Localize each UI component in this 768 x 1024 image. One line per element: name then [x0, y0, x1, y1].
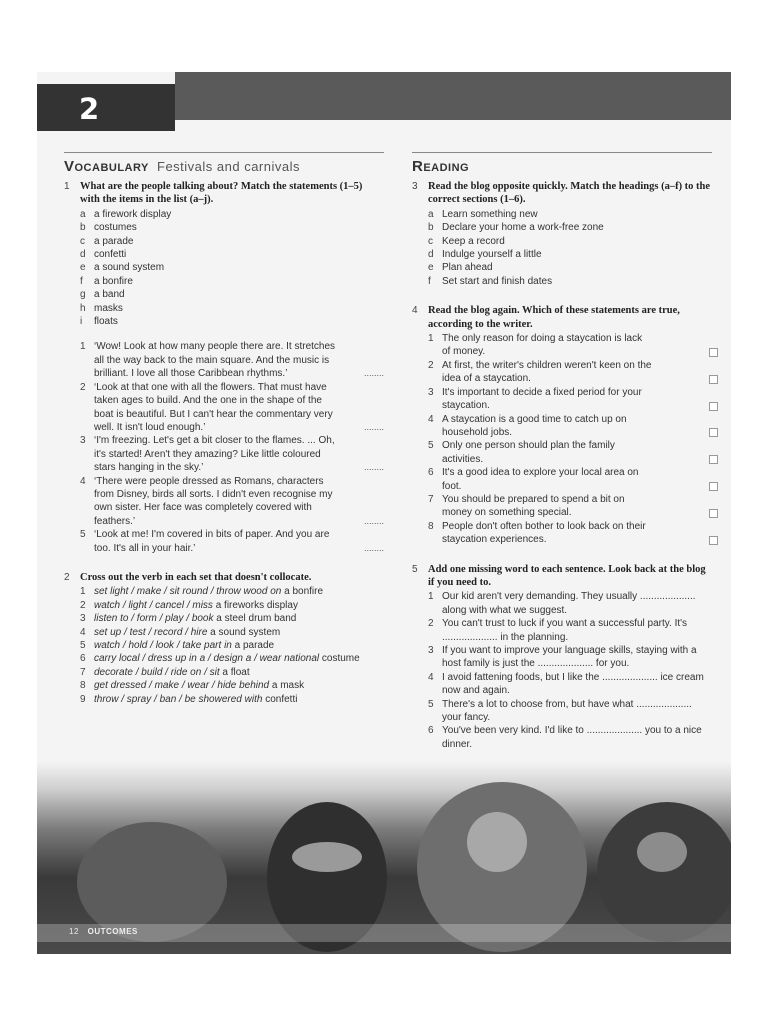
item-key: i — [80, 316, 83, 328]
brand-label: OUTCOMES — [87, 927, 138, 936]
statement-item — [428, 439, 712, 466]
item-key: f — [80, 275, 83, 287]
item-text: At first, the writer's children weren't keen on the idea of a staycation. — [442, 359, 652, 385]
item-text: floats — [94, 316, 118, 328]
list-item — [428, 208, 712, 221]
statement-list — [80, 340, 384, 555]
item-number: 2 — [80, 599, 86, 611]
answer-checkbox[interactable] — [709, 402, 718, 411]
answer-dots: ........ — [363, 421, 384, 432]
item-text: a bonfire — [94, 275, 133, 287]
true-false-list — [428, 332, 712, 547]
gap-fill-item — [428, 698, 712, 725]
item-number: 6 — [428, 467, 434, 479]
list-item — [80, 221, 384, 234]
list-item — [80, 248, 384, 261]
statement-item — [80, 381, 384, 435]
statement-item — [80, 528, 384, 555]
gap-fill-item — [428, 644, 712, 671]
collocation-item — [80, 585, 384, 598]
item-text: Only one person should plan the family activities. — [442, 440, 615, 465]
question-1 — [64, 180, 384, 555]
mask-shape — [292, 842, 362, 872]
item-number: 9 — [80, 693, 86, 705]
item-text: costumes — [94, 222, 137, 234]
verb-options: set light / make / sit round / throw wood on — [94, 586, 282, 598]
item-text: ‘I'm freezing. Let's get a bit closer to the flames. ... Oh, it's started! Aren't they amazing? Like little coloured stars hanging in the sky.’ — [94, 435, 335, 474]
list-item — [80, 302, 384, 315]
statement-item — [428, 466, 712, 493]
item-key: d — [80, 249, 86, 261]
item-text: There's a lot to choose from, but have what .................... your fancy. — [442, 698, 692, 724]
item-text: Declare your home a work-free zone — [442, 222, 604, 234]
heading-list — [428, 208, 712, 288]
vocabulary-column — [64, 152, 384, 706]
workbook-page — [37, 72, 731, 954]
item-number: 5 — [80, 529, 86, 541]
item-number: 4 — [428, 413, 434, 425]
item-number: 2 — [428, 359, 434, 371]
item-text: It's a good idea to explore your local area on foot. — [442, 467, 639, 492]
item-number: 5 — [428, 698, 434, 710]
reading-title: Reading — [412, 158, 470, 175]
item-key: f — [428, 275, 431, 287]
item-text: a parade — [94, 235, 134, 247]
collocation-item — [80, 693, 384, 706]
reading-column — [412, 152, 712, 751]
statement-item — [428, 332, 712, 359]
question-4 — [412, 304, 712, 546]
item-key: c — [80, 235, 85, 247]
page-number: 12 — [69, 927, 79, 936]
vocabulary-subtitle: Festivals and carnivals — [157, 159, 300, 174]
item-text: It's important to decide a fixed period for your staycation. — [442, 386, 642, 412]
collocate-noun: a bonfire — [284, 586, 324, 598]
verb-options: decorate / build / ride on / sit — [94, 666, 220, 678]
item-text: a sound system — [94, 262, 165, 274]
answer-dots: ........ — [363, 462, 384, 473]
item-text: Learn something new — [442, 208, 538, 220]
mask-shape — [637, 832, 687, 872]
collocation-item — [80, 679, 384, 692]
collocate-noun: a mask — [271, 680, 305, 692]
gap-fill-item — [428, 671, 712, 698]
header-notch — [37, 72, 175, 84]
question-text: Read the blog opposite quickly. Match the headings (a–f) to the correct sections (1–6). — [428, 181, 711, 206]
item-text: People don't often bother to look back on their staycation experiences. — [442, 520, 646, 546]
item-number: 1 — [80, 586, 86, 598]
gap-fill-item — [428, 617, 712, 644]
item-key: e — [80, 262, 86, 274]
item-number: 7 — [428, 493, 434, 505]
item-number: 2 — [80, 381, 86, 393]
collocation-item — [80, 612, 384, 625]
verb-options: carry local / dress up in a / design a / wear national — [94, 653, 320, 665]
verb-options: watch / hold / look / take part in — [94, 640, 232, 651]
question-5 — [412, 563, 712, 752]
question-number: 4 — [412, 305, 418, 317]
gap-fill-item — [428, 590, 712, 617]
list-item — [80, 235, 384, 248]
answer-checkbox[interactable] — [709, 428, 718, 437]
vocabulary-title: Vocabulary — [64, 158, 149, 175]
item-text: confetti — [94, 249, 127, 261]
item-number: 6 — [428, 725, 434, 737]
item-text: ‘Look at me! I'm covered in bits of paper. And you are too. It's all in your hair.’ — [94, 529, 330, 554]
collocation-item — [80, 639, 384, 652]
list-item — [80, 275, 384, 288]
question-text: Cross out the verb in each set that doesn't collocate. — [80, 571, 312, 583]
answer-dots: ........ — [363, 542, 384, 553]
item-text: You've been very kind. I'd like to .................... you to a nice dinner. — [442, 725, 702, 750]
item-text: a band — [94, 289, 125, 301]
unit-number: 2 — [37, 84, 175, 131]
question-number: 3 — [412, 181, 418, 192]
item-text: The only reason for doing a staycation is lack of money. — [442, 333, 643, 358]
answer-checkbox[interactable] — [709, 536, 718, 545]
item-key: g — [80, 289, 86, 301]
statement-item — [428, 493, 712, 520]
item-text: I avoid fattening foods, but I like the .................... ice cream now and again. — [442, 671, 704, 697]
item-key: a — [428, 208, 434, 220]
question-number: 2 — [64, 571, 70, 583]
item-number: 3 — [428, 386, 434, 398]
item-text: You can't trust to luck if you want a successful party. It's .................... in the planning. — [442, 618, 688, 643]
gap-fill-item — [428, 724, 712, 751]
item-key: c — [428, 235, 433, 247]
item-number: 3 — [428, 645, 434, 656]
item-number: 8 — [428, 520, 434, 532]
verb-options: throw / spray / ban / be showered with — [94, 693, 263, 705]
statement-item — [428, 413, 712, 440]
list-item — [80, 208, 384, 221]
question-number: 5 — [412, 563, 418, 575]
answer-dots: ........ — [363, 368, 384, 379]
item-key: b — [80, 222, 86, 234]
list-item — [428, 248, 712, 261]
statement-item — [80, 340, 384, 380]
question-number: 1 — [64, 181, 70, 192]
item-text: You should be prepared to spend a bit on money on something special. — [442, 493, 625, 519]
item-number: 4 — [80, 626, 86, 638]
list-item — [428, 235, 712, 248]
collocation-list — [80, 585, 384, 706]
collocation-item — [80, 626, 384, 639]
statement-item — [428, 520, 712, 547]
list-item — [428, 275, 712, 288]
statement-item — [80, 434, 384, 474]
item-text: Keep a record — [442, 235, 505, 247]
collocation-item — [80, 652, 384, 665]
item-list — [80, 208, 384, 329]
collocate-noun: confetti — [265, 693, 298, 705]
reading-heading — [412, 152, 712, 178]
list-item — [428, 221, 712, 234]
item-number: 3 — [80, 435, 86, 447]
collocate-noun: a steel drum band — [216, 613, 297, 625]
item-key: h — [80, 302, 86, 314]
footer-bar — [37, 924, 731, 942]
answer-checkbox[interactable] — [709, 455, 718, 464]
item-text: A staycation is a good time to catch up on household jobs. — [442, 413, 627, 438]
item-number: 6 — [80, 653, 86, 665]
verb-options: get dressed / make / wear / hide behind — [94, 680, 270, 692]
item-text: masks — [94, 302, 123, 314]
question-2 — [64, 571, 384, 706]
item-text: Indulge yourself a little — [442, 249, 542, 261]
item-text: Our kid aren't very demanding. They usually .................... along with what we suggest. — [442, 591, 696, 616]
item-number: 4 — [80, 475, 86, 487]
item-text: a firework display — [94, 208, 172, 220]
item-text: Plan ahead — [442, 262, 493, 274]
item-number: 3 — [80, 613, 86, 625]
statement-item — [428, 359, 712, 386]
list-item — [428, 261, 712, 274]
item-number: 1 — [428, 333, 434, 345]
item-number: 5 — [80, 640, 86, 651]
collocation-item — [80, 599, 384, 612]
item-text: ‘There were people dressed as Romans, characters from Disney, birds all sorts. I didn't even recognise my own sister. Her face was completely covered with feathers.’ — [94, 475, 333, 527]
list-item — [80, 315, 384, 328]
answer-checkbox[interactable] — [709, 375, 718, 384]
answer-dots: ........ — [363, 515, 384, 526]
item-key: b — [428, 222, 434, 234]
item-text: ‘Look at that one with all the flowers. That must have taken ages to build. And the one in the shape of the boat is beautiful. But I can't hear the commentary very well. It isn't loud enough.’ — [94, 381, 333, 433]
statement-item — [428, 386, 712, 413]
item-number: 1 — [428, 591, 434, 603]
question-text: Read the blog again. Which of these statements are true, according to the writer. — [428, 305, 680, 330]
list-item — [80, 261, 384, 274]
verb-options: listen to / form / play / book — [94, 613, 214, 625]
photo-shape — [597, 802, 731, 942]
item-key: a — [80, 208, 86, 220]
question-text: Add one missing word to each sentence. Look back at the blog if you need to. — [428, 563, 706, 588]
answer-checkbox[interactable] — [709, 482, 718, 491]
collocate-noun: costume — [321, 653, 360, 665]
item-key: d — [428, 249, 434, 261]
statement-item — [80, 475, 384, 529]
collocate-noun: a sound system — [210, 626, 281, 638]
item-number: 1 — [80, 341, 86, 353]
item-number: 2 — [428, 618, 434, 630]
collocate-noun: a float — [222, 666, 250, 678]
verb-options: watch / light / cancel / miss — [94, 599, 213, 611]
item-key: e — [428, 262, 434, 274]
question-text: What are the people talking about? Match the statements (1–5) with the items in the list (a–j). — [80, 181, 363, 206]
answer-checkbox[interactable] — [709, 348, 718, 357]
answer-checkbox[interactable] — [709, 509, 718, 518]
question-3 — [412, 180, 712, 288]
flower-shape — [467, 812, 527, 872]
vocabulary-heading — [64, 152, 384, 178]
item-text: If you want to improve your language skills, staying with a host family is just the .................... for you. — [442, 645, 697, 670]
collocate-noun: a parade — [234, 640, 275, 651]
collocate-noun: a fireworks display — [215, 599, 298, 611]
page-footer — [69, 927, 138, 936]
collocation-item — [80, 666, 384, 679]
gap-fill-list — [428, 590, 712, 751]
item-text: Set start and finish dates — [442, 275, 553, 287]
item-number: 8 — [80, 680, 86, 692]
list-item — [80, 288, 384, 301]
item-number: 5 — [428, 440, 434, 452]
item-number: 7 — [80, 666, 86, 678]
verb-options: set up / test / record / hire — [94, 626, 208, 638]
item-text: ‘Wow! Look at how many people there are. It stretches all the way back to the main square. And the music is brilliant. I love all those Caribbean rhythms.’ — [94, 341, 336, 380]
item-number: 4 — [428, 671, 434, 683]
